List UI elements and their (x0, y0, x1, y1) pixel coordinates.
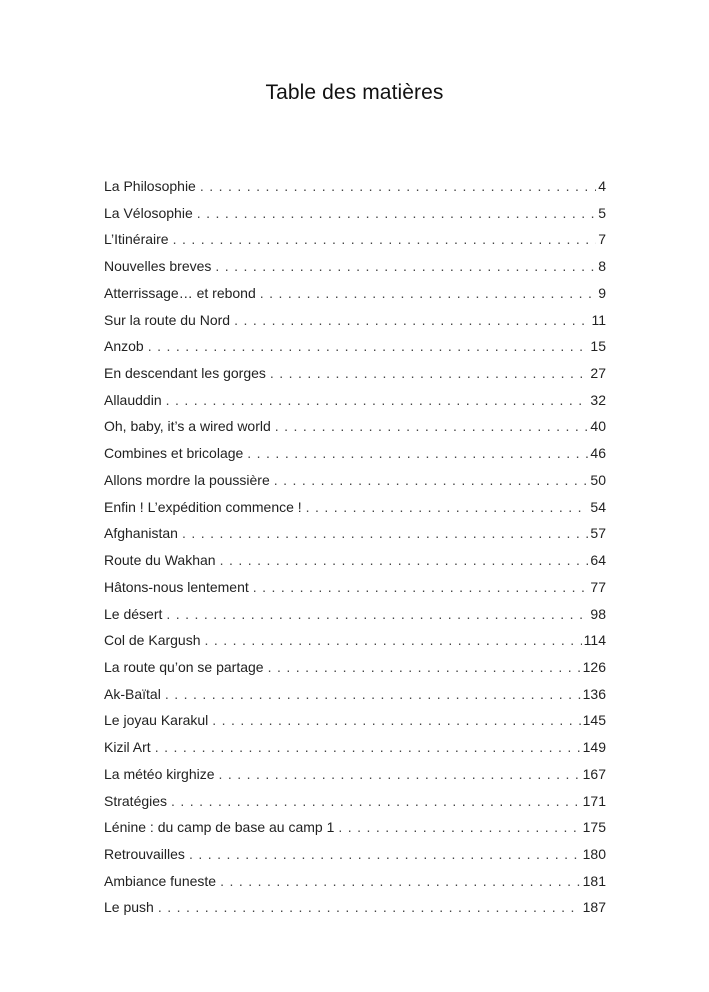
toc-entry-title: Le joyau Karakul (104, 707, 212, 734)
table-of-contents (104, 173, 606, 921)
toc-entry-title: Col de Kargush (104, 627, 205, 654)
toc-page-number: 149 (581, 734, 606, 761)
toc-page-number: 40 (588, 413, 606, 440)
toc-page-number: 114 (582, 627, 606, 654)
dot-leader (275, 413, 589, 440)
dot-leader (166, 601, 588, 628)
dot-leader (220, 547, 589, 574)
toc-page-number: 11 (589, 307, 606, 334)
toc-entry-title: Allauddin (104, 387, 166, 414)
toc-entry-title: Afghanistan (104, 520, 182, 547)
toc-page-number: 175 (581, 814, 606, 841)
toc-page-number: 27 (588, 360, 606, 387)
toc-page-number: 4 (596, 173, 606, 200)
toc-entry-title: Stratégies (104, 788, 171, 815)
dot-leader (219, 761, 581, 788)
toc-entry-title: En descendant les gorges (104, 360, 270, 387)
toc-page-number: 50 (588, 467, 606, 494)
toc-entry[interactable] (104, 307, 606, 334)
toc-entry-title: Hâtons-nous lentement (104, 574, 253, 601)
dot-leader (155, 734, 581, 761)
dot-leader (247, 440, 588, 467)
toc-entry-title: Anzob (104, 333, 148, 360)
page-title: Table des matières (265, 81, 444, 104)
toc-entry[interactable] (104, 654, 606, 681)
dot-leader (197, 200, 596, 227)
dot-leader (166, 387, 589, 414)
toc-page-number: 167 (581, 761, 606, 788)
toc-page-number: 145 (581, 707, 606, 734)
toc-page-number: 98 (588, 601, 606, 628)
toc-entry[interactable] (104, 681, 606, 708)
dot-leader (270, 360, 589, 387)
dot-leader (173, 226, 597, 253)
toc-entry[interactable] (104, 413, 606, 440)
toc-entry[interactable] (104, 467, 606, 494)
toc-entry[interactable] (104, 574, 606, 601)
dot-leader (215, 253, 596, 280)
dot-leader (148, 333, 589, 360)
toc-entry-title: Atterrissage… et rebond (104, 280, 260, 307)
toc-entry-title: Ak-Baïtal (104, 681, 165, 708)
dot-leader (253, 574, 589, 601)
toc-entry-title: Le push (104, 894, 158, 921)
toc-entry-title: Ambiance funeste (104, 868, 220, 895)
toc-entry[interactable] (104, 494, 606, 521)
dot-leader (234, 307, 589, 334)
dot-leader (268, 654, 581, 681)
toc-entry-title: Le désert (104, 601, 166, 628)
toc-page-number: 32 (588, 387, 606, 414)
toc-entry-title: Oh, baby, it’s a wired world (104, 413, 275, 440)
toc-entry-title: Route du Wakhan (104, 547, 220, 574)
toc-entry-title: Retrouvailles (104, 841, 189, 868)
toc-entry[interactable] (104, 841, 606, 868)
dot-leader (274, 467, 589, 494)
toc-entry[interactable] (104, 734, 606, 761)
toc-entry[interactable] (104, 814, 606, 841)
toc-entry-title: Kizil Art (104, 734, 155, 761)
dot-leader (220, 868, 581, 895)
toc-entry-title: Combines et bricolage (104, 440, 247, 467)
dot-leader (338, 814, 580, 841)
toc-entry[interactable] (104, 788, 606, 815)
toc-entry[interactable] (104, 333, 606, 360)
toc-entry[interactable] (104, 173, 606, 200)
toc-page-number: 181 (581, 868, 606, 895)
toc-page-number: 46 (588, 440, 606, 467)
dot-leader (212, 707, 580, 734)
toc-entry-title: La Philosophie (104, 173, 200, 200)
dot-leader (171, 788, 581, 815)
toc-entry[interactable] (104, 547, 606, 574)
toc-entry-title: Sur la route du Nord (104, 307, 234, 334)
dot-leader (189, 841, 581, 868)
toc-entry-title: Lénine : du camp de base au camp 1 (104, 814, 338, 841)
toc-entry[interactable] (104, 387, 606, 414)
toc-entry[interactable] (104, 627, 606, 654)
toc-entry[interactable] (104, 200, 606, 227)
toc-entry-title: Nouvelles breves (104, 253, 215, 280)
toc-entry[interactable] (104, 360, 606, 387)
dot-leader (158, 894, 581, 921)
toc-page-number: 187 (581, 894, 606, 921)
toc-entry[interactable] (104, 280, 606, 307)
toc-entry[interactable] (104, 707, 606, 734)
toc-page-number: 54 (588, 494, 606, 521)
toc-entry-title: Allons mordre la poussière (104, 467, 274, 494)
toc-entry[interactable] (104, 520, 606, 547)
dot-leader (306, 494, 589, 521)
dot-leader (165, 681, 581, 708)
toc-entry-title: La route qu’on se partage (104, 654, 268, 681)
toc-entry[interactable] (104, 894, 606, 921)
toc-page-number: 126 (581, 654, 606, 681)
toc-entry[interactable] (104, 761, 606, 788)
dot-leader (205, 627, 582, 654)
toc-entry-title: La Vélosophie (104, 200, 197, 227)
toc-page-number: 171 (581, 788, 606, 815)
toc-page-number: 136 (581, 681, 606, 708)
toc-page-number: 180 (581, 841, 606, 868)
toc-page-number: 77 (588, 574, 606, 601)
toc-page-number: 9 (596, 280, 606, 307)
toc-entry-title: La météo kirghize (104, 761, 219, 788)
dot-leader (200, 173, 596, 200)
toc-page-number: 15 (588, 333, 606, 360)
toc-page-number: 7 (596, 226, 606, 253)
toc-entry[interactable] (104, 601, 606, 628)
toc-page-number: 57 (588, 520, 606, 547)
toc-entry[interactable] (104, 440, 606, 467)
dot-leader (260, 280, 596, 307)
toc-entry[interactable] (104, 253, 606, 280)
toc-entry-title: L’Itinéraire (104, 226, 173, 253)
toc-entry[interactable] (104, 226, 606, 253)
toc-entry-title: Enfin ! L’expédition commence ! (104, 494, 306, 521)
toc-page-number: 8 (596, 253, 606, 280)
dot-leader (182, 520, 588, 547)
toc-page-number: 5 (596, 200, 606, 227)
toc-entry[interactable] (104, 868, 606, 895)
toc-page-number: 64 (588, 547, 606, 574)
